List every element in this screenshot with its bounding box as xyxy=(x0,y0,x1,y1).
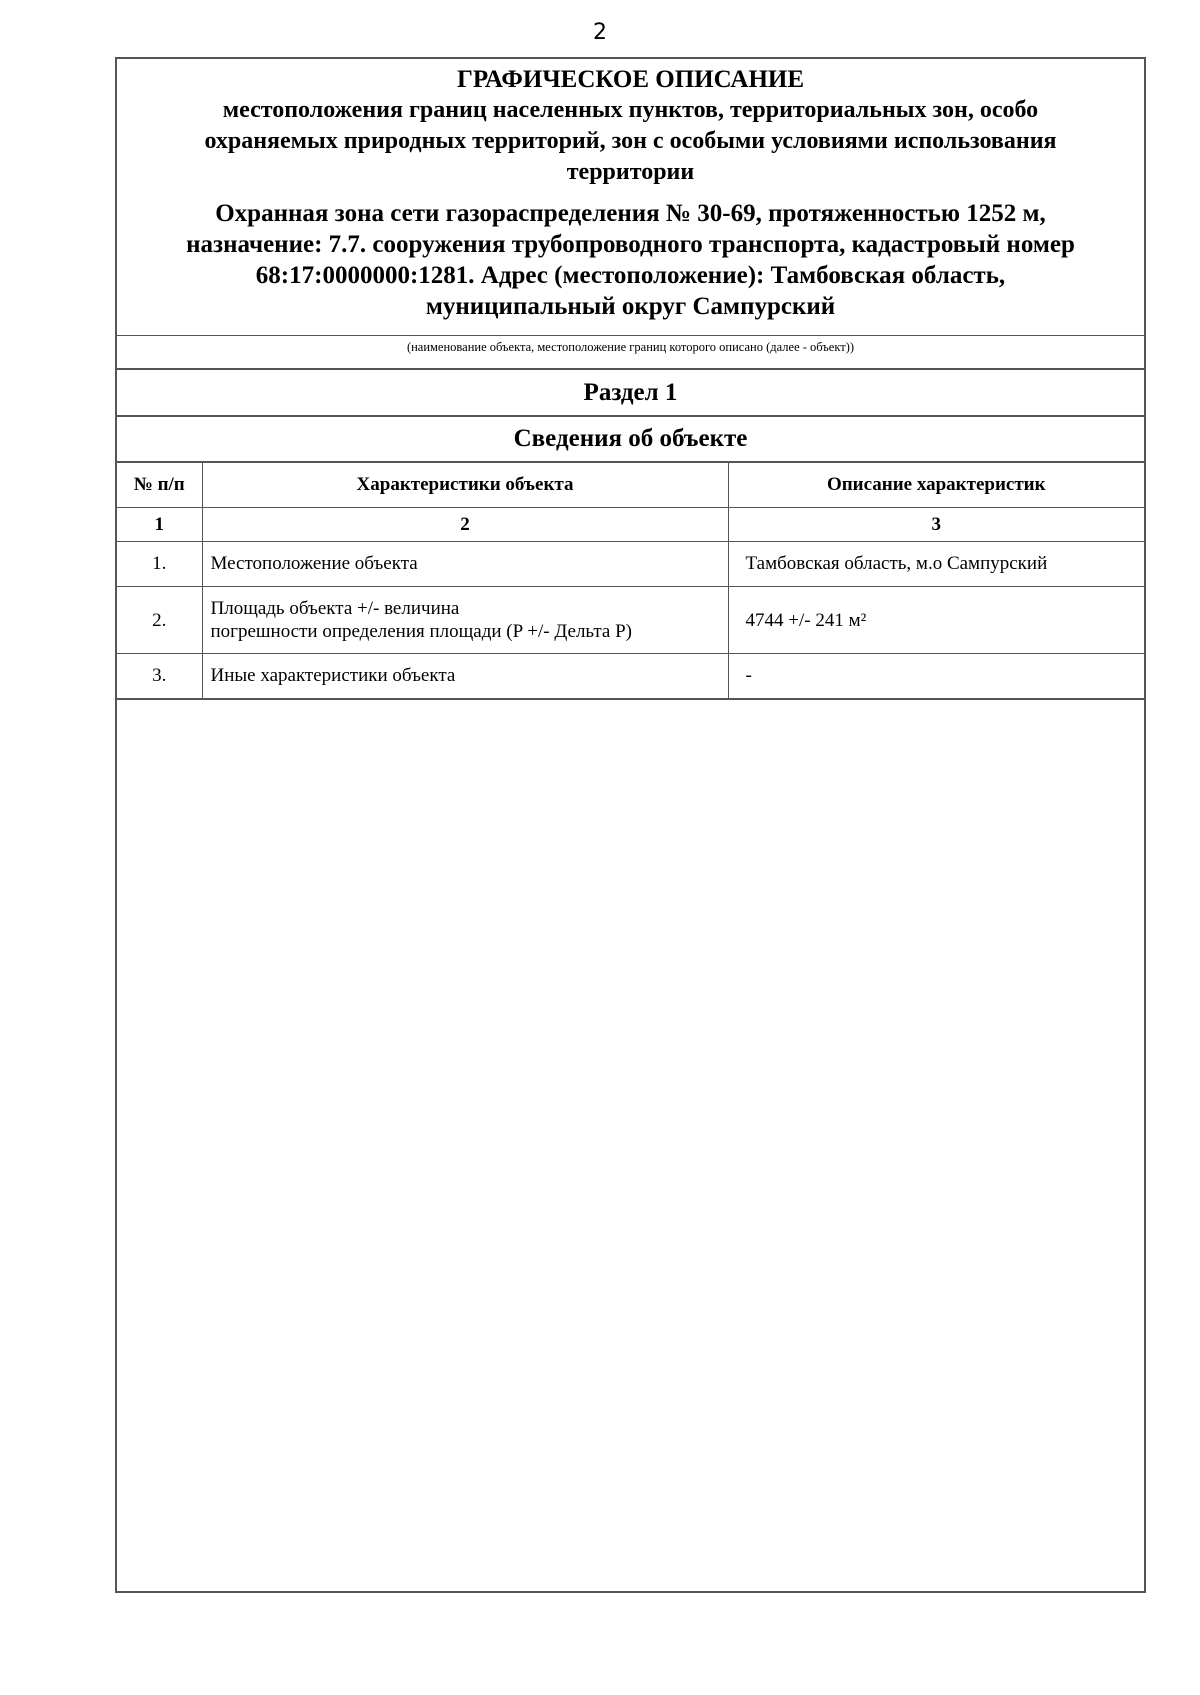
row-index: 2. xyxy=(117,587,202,654)
column-header-number: № п/п xyxy=(117,463,202,508)
row-characteristic-line: погрешности определения площади (P +/- Дельта P) xyxy=(210,621,632,642)
row-index: 3. xyxy=(117,654,202,700)
column-number-row xyxy=(117,508,1144,542)
subtitle-line: охраняемых природных территорий, зон с особыми условиями использования xyxy=(204,128,1057,154)
column-header-characteristic: Характеристики объекта xyxy=(202,463,728,508)
table-header-row xyxy=(117,463,1144,508)
table-row xyxy=(117,654,1144,700)
column-header-description: Описание характеристик xyxy=(728,463,1144,508)
document-frame xyxy=(115,57,1146,1593)
section-subtitle: Сведения об объекте xyxy=(117,417,1144,463)
object-name-line: муниципальный округ Сампурский xyxy=(425,293,836,320)
object-info-table xyxy=(117,463,1144,700)
object-name-line: назначение: 7.7. сооружения трубопроводного транспорта, кадастровый номер xyxy=(186,231,1075,258)
document-subtitle xyxy=(117,95,1144,188)
row-index: 1. xyxy=(117,542,202,587)
object-name-line: 68:17:0000000:1281. Адрес (местоположение): Тамбовская область, xyxy=(255,262,1006,289)
row-description: Тамбовская область, м.о Сампурский xyxy=(728,542,1144,587)
row-characteristic xyxy=(202,587,728,654)
row-characteristic: Местоположение объекта xyxy=(202,542,728,587)
row-description: 4744 +/- 241 м² xyxy=(728,587,1144,654)
section-title: Раздел 1 xyxy=(117,370,1144,417)
column-number: 2 xyxy=(202,508,728,542)
object-caption: (наименование объекта, местоположение границ которого описано (далее - объект)) xyxy=(117,336,1144,370)
column-number: 1 xyxy=(117,508,202,542)
table-row xyxy=(117,542,1144,587)
column-number: 3 xyxy=(728,508,1144,542)
subtitle-line: местоположения границ населенных пунктов, территориальных зон, особо xyxy=(222,97,1039,123)
table-row xyxy=(117,587,1144,654)
page-number: 2 xyxy=(593,20,607,45)
row-characteristic: Иные характеристики объекта xyxy=(202,654,728,700)
subtitle-line: территории xyxy=(566,159,695,185)
document-title: ГРАФИЧЕСКОЕ ОПИСАНИЕ xyxy=(456,66,805,93)
document-header xyxy=(117,59,1144,336)
object-name xyxy=(117,198,1144,322)
object-name-line: Охранная зона сети газораспределения № 30-69, протяженностью 1252 м, xyxy=(215,200,1046,227)
row-description: - xyxy=(728,654,1144,700)
row-characteristic-line: Площадь объекта +/- величина xyxy=(210,598,460,619)
